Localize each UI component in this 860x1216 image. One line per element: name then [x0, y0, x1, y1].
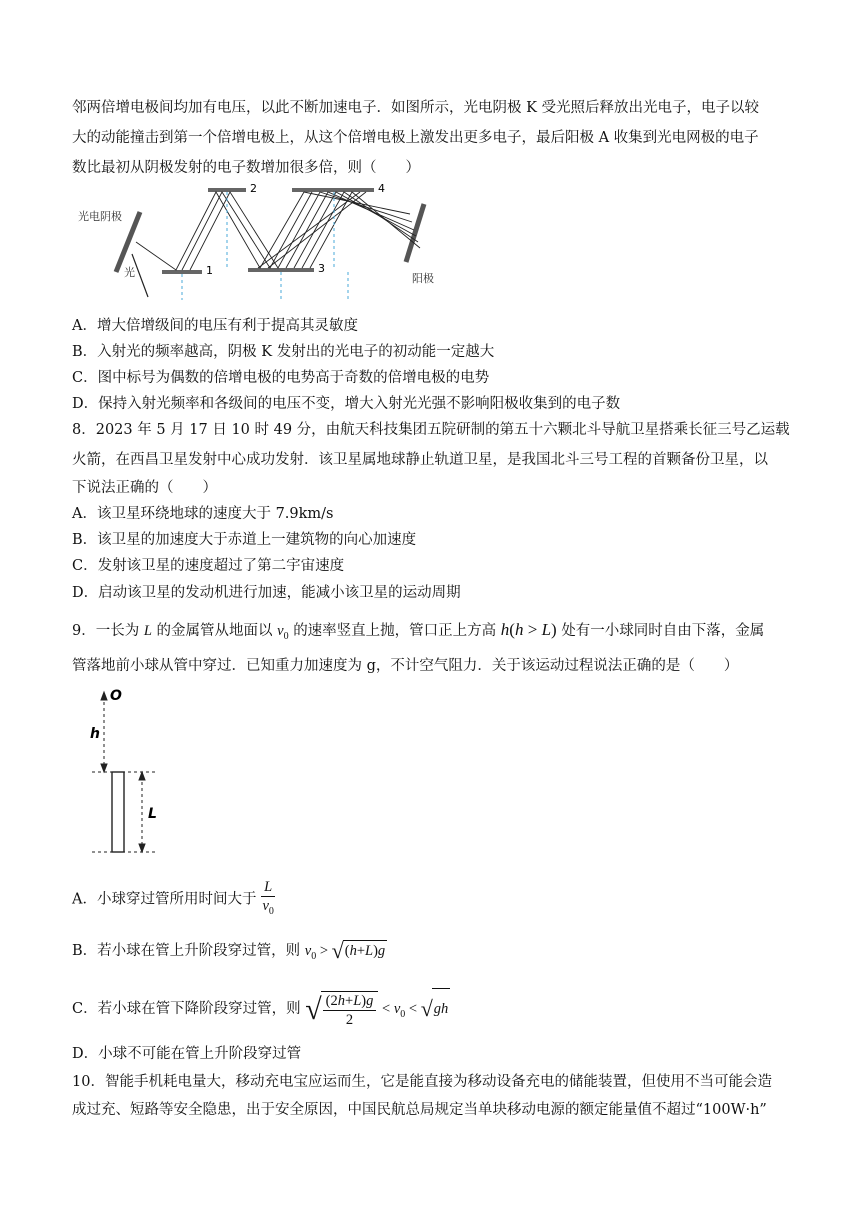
h-label: h	[90, 726, 100, 742]
q9-var-h-condition: h(h > L)	[500, 620, 557, 639]
q9-var-l: L	[143, 623, 152, 639]
metal-pipe	[112, 772, 124, 852]
dynode-1	[162, 270, 202, 274]
q9-var-v0: $v_0$	[277, 623, 289, 642]
q7-option-c: C．图中标号为偶数的倍增电极的电势高于奇数的倍增电极的电势	[72, 370, 490, 386]
q10-stem-line-1: 10．智能手机耗电量大，移动充电宝应运而生，它是能直接为移动设备充电的储能装置，但使用不当可能会造	[72, 1074, 772, 1090]
o-label: O	[110, 688, 122, 704]
q9-option-d: D．小球不可能在管上升阶段穿过管	[72, 1046, 302, 1062]
photomultiplier-figure	[72, 182, 456, 304]
q9-option-c-formula: √ $\frac{(2h+L)g}{2}$ < $v_0 < √gh$	[305, 1001, 450, 1017]
dynode-3-label: 3	[318, 262, 325, 275]
dashed-centerlines	[182, 192, 348, 300]
falling-ball-pipe-figure	[86, 686, 176, 858]
q9-option-a	[72, 878, 280, 921]
cathode-label: 光电阴极	[78, 210, 122, 223]
dynode-4-label: 4	[378, 182, 385, 195]
anode-label: 阳极	[412, 272, 434, 285]
anode-plate	[406, 204, 424, 262]
l-label: L	[148, 806, 157, 822]
q9-text-a: 9．一长为	[72, 623, 140, 639]
q8-stem-line-2: 火箭，在西昌卫星发射中心成功发射．该卫星属地球静止轨道卫星，是我国北斗三号工程的首颗备份卫星，以	[72, 452, 768, 468]
q9-text-d: 处有一小球同时自由下落，金属	[561, 623, 765, 639]
q8-stem-line-1: 8．2023 年 5 月 17 日 10 时 49 分，由航天科技集团五院研制的第五十六颗北斗导航卫星搭乘长征三号乙运载	[72, 422, 790, 438]
dynode-2	[208, 188, 246, 192]
dynode-4	[292, 188, 374, 192]
q7-stem-line-1: 邻两倍增电极间均加有电压，以此不断加速电子．如图所示，光电阴极 K 受光照后释放出光电子，电子以较	[72, 100, 760, 116]
q8-option-b: B．该卫星的加速度大于赤道上一建筑物的向心加速度	[72, 532, 417, 548]
light-label: 光	[124, 266, 135, 279]
dynode-3	[248, 268, 314, 272]
q9-option-a-text: A．小球穿过管所用时间大于	[72, 891, 257, 908]
q7-stem-line-2: 大的动能撞击到第一个倍增电极上，从这个倍增电极上激发出更多电子，最后阳极 A 收集到光电网极的电子	[72, 130, 759, 146]
q8-option-c: C．发射该卫星的速度超过了第二宇宙速度	[72, 558, 345, 574]
q8-option-a: A．该卫星环绕地球的速度大于 7.9km/s	[72, 506, 334, 522]
electron-paths	[136, 192, 420, 270]
q9-option-c	[72, 988, 450, 1035]
q9-option-b	[72, 940, 387, 967]
q7-option-a: A．增大倍增级间的电压有利于提高其灵敏度	[72, 318, 358, 334]
l-arrow-head-down	[139, 844, 145, 852]
q9-option-c-text: C．若小球在管下降阶段穿过管，则	[72, 1001, 301, 1017]
h-arrow-head-up	[101, 692, 107, 700]
dynode-1-label: 1	[206, 264, 213, 277]
q8-stem-line-3: 下说法正确的（ ）	[72, 480, 217, 496]
q7-option-b: B．入射光的频率越高，阴极 K 发射出的光电子的初动能一定越大	[72, 344, 495, 360]
q7-stem-line-3: 数比最初从阴极发射的电子数增加很多倍，则（ ）	[72, 160, 420, 176]
fraction-l-over-v0: $\frac{L}{v_0}$	[262, 879, 274, 917]
q8-option-d: D．启动该卫星的发动机进行加速，能减小该卫星的运动周期	[72, 585, 461, 601]
dynode-2-label: 2	[250, 182, 257, 195]
q9-option-b-formula: $v_0 > √(h+L)g$	[304, 938, 386, 963]
q10-stem-line-2: 成过充、短路等安全隐患，出于安全原因，中国民航总局规定当单块移动电源的额定能量值不超过“100W·h”	[72, 1102, 767, 1118]
l-arrow-head-up	[139, 772, 145, 780]
h-arrow-head-down	[101, 764, 107, 772]
q9-stem-line-2: 管落地前小球从管中穿过．已知重力加速度为 g，不计空气阻力．关于该运动过程说法正确的是（ ）	[72, 658, 739, 674]
q9-option-b-text: B．若小球在管上升阶段穿过管，则	[72, 943, 301, 959]
q9-text-b: 的金属管从地面以	[156, 623, 273, 639]
q9-text-c: 的速率竖直上抛，管口正上方高	[293, 623, 497, 639]
q9-stem-line-1	[72, 620, 764, 647]
q7-option-d: D．保持入射光频率和各级间的电压不变，增大入射光光强不影响阳极收集到的电子数	[72, 396, 621, 412]
